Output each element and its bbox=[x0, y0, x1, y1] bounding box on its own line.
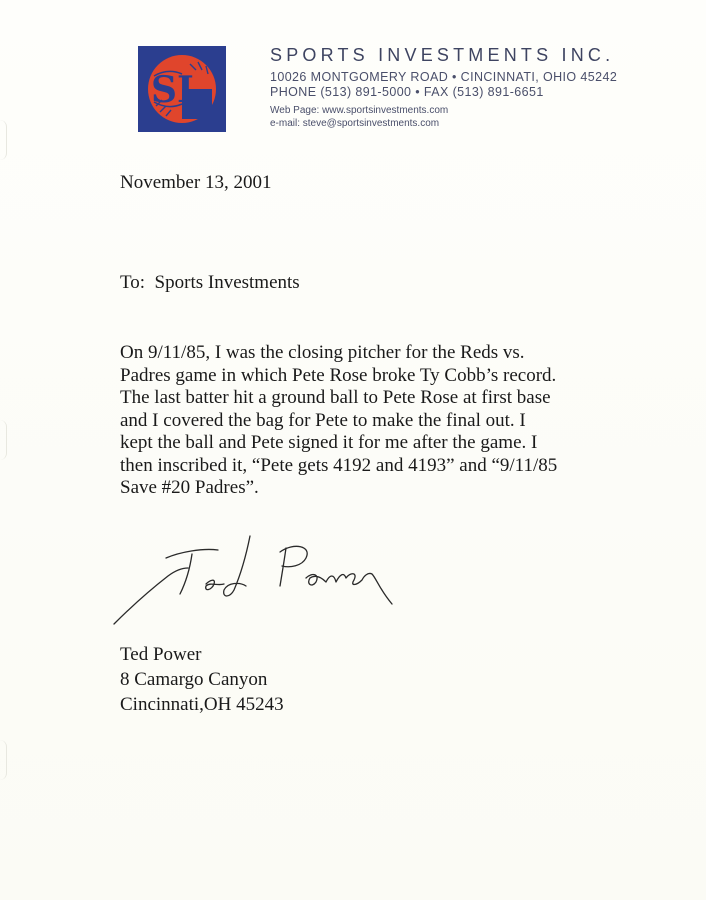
sports-investments-logo bbox=[138, 46, 226, 132]
letterhead bbox=[270, 44, 690, 130]
handwritten-signature bbox=[110, 528, 400, 628]
body-line: The last batter hit a ground ball to Pete Rose at first base bbox=[120, 387, 551, 408]
company-web-page: Web Page: www.sportsinvestments.com bbox=[270, 105, 449, 116]
signer-block bbox=[120, 642, 284, 717]
company-address: 10026 MONTGOMERY ROAD • CINCINNATI, OHIO 45242 bbox=[270, 70, 618, 84]
punch-hole-mark bbox=[0, 740, 7, 780]
punch-hole-mark bbox=[0, 120, 7, 160]
logo-monogram: SI bbox=[151, 69, 194, 111]
body-line: kept the ball and Pete signed it for me after the game. I bbox=[120, 432, 538, 453]
company-phone-fax: PHONE (513) 891-5000 • FAX (513) 891-6651 bbox=[270, 85, 544, 99]
punch-hole-mark bbox=[0, 420, 7, 460]
body-line: and I covered the bag for Pete to make the final out. I bbox=[120, 409, 526, 431]
body-line: On 9/11/85, I was the closing pitcher for the Reds vs. bbox=[120, 342, 525, 363]
body-line: Save #20 Padres”. bbox=[120, 477, 259, 498]
letter-recipient: To: Sports Investments bbox=[120, 272, 300, 293]
body-line: Padres game in which Pete Rose broke Ty Cobb’s record. bbox=[120, 364, 557, 386]
company-name: SPORTS INVESTMENTS INC. bbox=[270, 45, 615, 65]
company-email: e-mail: steve@sportsinvestments.com bbox=[270, 118, 440, 129]
signer-name: Ted Power bbox=[120, 644, 202, 665]
signer-street: 8 Camargo Canyon bbox=[120, 669, 268, 690]
letter-date: November 13, 2001 bbox=[120, 172, 272, 193]
letter-body bbox=[120, 342, 680, 500]
signer-city: Cincinnati,OH 45243 bbox=[120, 694, 284, 715]
body-line: then inscribed it, “Pete gets 4192 and 4193” and “9/11/85 bbox=[120, 454, 558, 476]
